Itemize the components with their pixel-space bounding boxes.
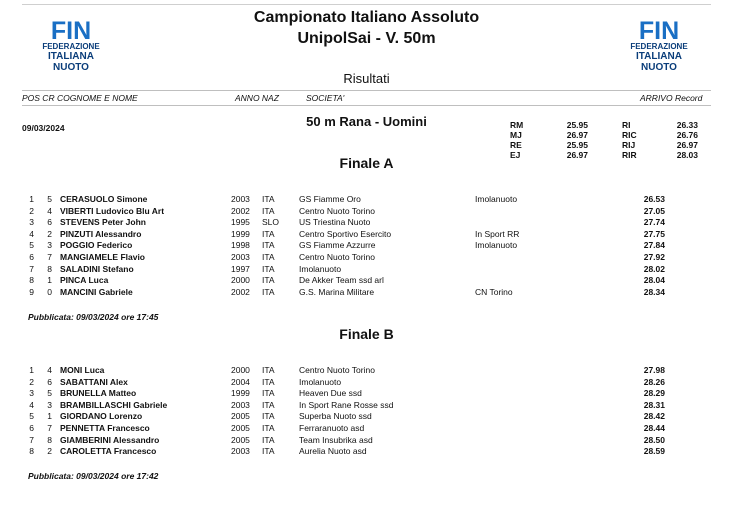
cell-soc2: Imolanuoto bbox=[475, 194, 518, 204]
record-code: RI bbox=[622, 120, 631, 130]
result-row bbox=[0, 411, 733, 422]
record-code: RIC bbox=[622, 130, 637, 140]
cell-cr: 8 bbox=[47, 434, 52, 445]
cell-year: 1999 bbox=[231, 388, 250, 399]
cell-year: 2000 bbox=[231, 365, 250, 375]
cell-year: 2005 bbox=[231, 434, 250, 445]
cell-time: 27.84 bbox=[643, 240, 665, 251]
cell-soc: Team Insubrika asd bbox=[299, 434, 373, 445]
cell-name: PINCA Luca bbox=[60, 275, 109, 286]
cell-name: STEVENS Peter John bbox=[60, 217, 146, 228]
cell-naz: SLO bbox=[262, 217, 280, 228]
result-row bbox=[0, 229, 733, 240]
cell-cr: 5 bbox=[47, 194, 52, 204]
record-value: 26.33 bbox=[676, 120, 698, 130]
cell-cr: 5 bbox=[47, 388, 52, 399]
cell-naz: ITA bbox=[262, 228, 275, 239]
cell-soc: In Sport Rane Rosse ssd bbox=[299, 399, 394, 410]
record-code: RM bbox=[510, 120, 524, 130]
cell-cr: 7 bbox=[47, 252, 52, 262]
column-header-right: ARRIVO Record bbox=[640, 93, 703, 103]
header-divider-bottom bbox=[22, 105, 711, 106]
final-b-title: Finale B bbox=[339, 326, 394, 342]
result-row bbox=[0, 388, 733, 399]
cell-naz: ITA bbox=[262, 365, 275, 375]
cell-time: 28.59 bbox=[643, 446, 665, 457]
cell-time: 27.98 bbox=[643, 365, 665, 375]
cell-naz: ITA bbox=[262, 411, 275, 422]
result-row bbox=[0, 377, 733, 388]
cell-naz: ITA bbox=[262, 275, 275, 286]
cell-naz: ITA bbox=[262, 434, 275, 445]
page-title-line2: UnipolSai - V. 50m bbox=[297, 30, 436, 47]
record-row bbox=[510, 120, 710, 130]
cell-naz: ITA bbox=[262, 194, 275, 204]
cell-soc: GS Fiamme Azzurre bbox=[299, 240, 376, 251]
cell-soc: De Akker Team ssd arl bbox=[299, 275, 384, 286]
record-value: 26.97 bbox=[676, 140, 698, 150]
header-divider-top bbox=[22, 90, 711, 91]
cell-naz: ITA bbox=[262, 423, 275, 433]
cell-pos: 4 bbox=[29, 228, 34, 239]
cell-soc: G.S. Marina Militare bbox=[299, 286, 375, 297]
cell-year: 2003 bbox=[231, 194, 250, 204]
cell-soc: Aurelia Nuoto asd bbox=[299, 446, 367, 457]
cell-name: MANCINI Gabriele bbox=[60, 286, 133, 297]
cell-year: 2000 bbox=[231, 275, 250, 286]
result-row bbox=[0, 400, 733, 411]
event-title: 50 m Rana - Uomini bbox=[306, 114, 427, 129]
cell-soc: Centro Nuoto Torino bbox=[299, 205, 375, 216]
cell-cr: 4 bbox=[47, 205, 52, 216]
column-header-left: POS CR COGNOME E NOME bbox=[22, 93, 138, 103]
event-date: 09/03/2024 bbox=[22, 123, 65, 133]
cell-name: POGGIO Federico bbox=[60, 240, 133, 251]
cell-cr: 7 bbox=[47, 423, 52, 433]
final-a-published: Pubblicata: 09/03/2024 ore 17:45 bbox=[28, 312, 159, 322]
logo-line2: ITALIANA bbox=[48, 51, 94, 62]
cell-soc2: In Sport RR bbox=[475, 228, 520, 239]
cell-time: 28.02 bbox=[643, 263, 665, 274]
record-row bbox=[510, 140, 710, 150]
cell-soc: Heaven Due ssd bbox=[299, 388, 362, 399]
result-row bbox=[0, 240, 733, 251]
record-code: RE bbox=[510, 140, 522, 150]
logo-line3: NUOTO bbox=[641, 62, 677, 73]
final-a-title: Finale A bbox=[339, 155, 394, 171]
cell-pos: 6 bbox=[29, 423, 34, 433]
cell-pos: 9 bbox=[29, 286, 34, 297]
cell-naz: ITA bbox=[262, 205, 275, 216]
cell-year: 1995 bbox=[231, 217, 250, 228]
record-value: 25.95 bbox=[566, 140, 588, 150]
page-title-line1: Campionato Italiano Assoluto bbox=[253, 9, 480, 26]
cell-pos: 7 bbox=[29, 263, 34, 274]
cell-year: 2003 bbox=[231, 446, 250, 457]
cell-name: SABATTANI Alex bbox=[60, 376, 128, 387]
result-row bbox=[0, 435, 733, 446]
cell-pos: 7 bbox=[29, 434, 34, 445]
record-value: 26.97 bbox=[566, 150, 588, 160]
cell-name: MONI Luca bbox=[60, 365, 105, 375]
cell-naz: ITA bbox=[262, 399, 275, 410]
cell-name: CERASUOLO Simone bbox=[60, 194, 148, 204]
cell-year: 2002 bbox=[231, 205, 250, 216]
cell-name: BRUNELLA Matteo bbox=[60, 388, 137, 399]
cell-soc: Centro Nuoto Torino bbox=[299, 365, 375, 375]
cell-soc: Superba Nuoto ssd bbox=[299, 411, 372, 422]
result-row bbox=[0, 264, 733, 275]
cell-naz: ITA bbox=[262, 240, 275, 251]
cell-time: 27.92 bbox=[643, 252, 665, 262]
cell-name: BRAMBILLASCHI Gabriele bbox=[60, 399, 168, 410]
cell-naz: ITA bbox=[262, 446, 275, 457]
cell-time: 28.42 bbox=[643, 411, 665, 422]
logo-line3: NUOTO bbox=[53, 62, 89, 73]
cell-time: 28.31 bbox=[643, 399, 665, 410]
cell-pos: 3 bbox=[29, 388, 34, 399]
cell-name: SALADINI Stefano bbox=[60, 263, 134, 274]
logo-fin-text: FIN bbox=[638, 17, 680, 45]
cell-pos: 2 bbox=[29, 205, 34, 216]
cell-time: 28.34 bbox=[643, 286, 665, 297]
cell-name: GIORDANO Lorenzo bbox=[60, 411, 143, 422]
cell-time: 28.50 bbox=[643, 434, 665, 445]
cell-naz: ITA bbox=[262, 263, 275, 274]
record-code: EJ bbox=[510, 150, 521, 160]
cell-year: 2005 bbox=[231, 423, 250, 433]
cell-time: 26.53 bbox=[643, 194, 665, 204]
cell-pos: 1 bbox=[29, 194, 34, 204]
record-code: MJ bbox=[510, 130, 522, 140]
record-value: 28.03 bbox=[676, 150, 698, 160]
cell-cr: 4 bbox=[47, 365, 52, 375]
cell-naz: ITA bbox=[262, 252, 275, 262]
cell-pos: 6 bbox=[29, 252, 34, 262]
cell-time: 28.44 bbox=[643, 423, 665, 433]
cell-naz: ITA bbox=[262, 376, 275, 387]
cell-soc2: Imolanuoto bbox=[475, 240, 518, 251]
cell-year: 1999 bbox=[231, 228, 250, 239]
cell-name: PINZUTI Alessandro bbox=[60, 228, 142, 239]
cell-soc: Imolanuoto bbox=[299, 263, 342, 274]
cell-time: 27.05 bbox=[643, 205, 665, 216]
column-header-year-naz: ANNO NAZ bbox=[235, 93, 279, 103]
cell-soc: US Triestina Nuoto bbox=[299, 217, 371, 228]
cell-time: 28.29 bbox=[643, 388, 665, 399]
cell-year: 2002 bbox=[231, 286, 250, 297]
result-row bbox=[0, 206, 733, 217]
record-code: RIR bbox=[622, 150, 637, 160]
cell-cr: 3 bbox=[47, 240, 52, 251]
column-header-societa: SOCIETA' bbox=[306, 93, 345, 103]
cell-naz: ITA bbox=[262, 388, 275, 399]
result-row bbox=[0, 252, 733, 263]
cell-year: 1998 bbox=[231, 240, 250, 251]
cell-naz: ITA bbox=[262, 286, 275, 297]
cell-time: 27.74 bbox=[643, 217, 665, 228]
cell-pos: 4 bbox=[29, 399, 34, 410]
cell-soc: Ferraranuoto asd bbox=[299, 423, 365, 433]
cell-year: 2003 bbox=[231, 399, 250, 410]
final-b-published: Pubblicata: 09/03/2024 ore 17:42 bbox=[28, 471, 159, 481]
record-row bbox=[510, 130, 710, 140]
record-code: RIJ bbox=[622, 140, 636, 150]
logo-line1: FEDERAZIONE bbox=[42, 42, 100, 51]
cell-soc: Centro Nuoto Torino bbox=[299, 252, 375, 262]
cell-pos: 1 bbox=[29, 365, 34, 375]
cell-soc2: CN Torino bbox=[475, 286, 513, 297]
result-row bbox=[0, 194, 733, 205]
cell-pos: 5 bbox=[29, 411, 34, 422]
cell-cr: 6 bbox=[47, 217, 52, 228]
cell-cr: 2 bbox=[47, 228, 52, 239]
result-row bbox=[0, 365, 733, 376]
result-row bbox=[0, 287, 733, 298]
result-row bbox=[0, 423, 733, 434]
cell-soc: Centro Sportivo Esercito bbox=[299, 228, 392, 239]
record-value: 25.95 bbox=[566, 120, 588, 130]
cell-time: 28.26 bbox=[643, 376, 665, 387]
cell-soc: Imolanuoto bbox=[299, 376, 342, 387]
cell-name: PENNETTA Francesco bbox=[60, 423, 150, 433]
cell-cr: 8 bbox=[47, 263, 52, 274]
cell-name: VIBERTI Ludovico Blu Art bbox=[60, 205, 165, 216]
cell-pos: 2 bbox=[29, 376, 34, 387]
logo-fin-text: FIN bbox=[50, 17, 92, 45]
result-row bbox=[0, 446, 733, 457]
record-value: 26.76 bbox=[676, 130, 698, 140]
page-subtitle: Risultati bbox=[343, 71, 390, 86]
cell-pos: 8 bbox=[29, 446, 34, 457]
logo-line1: FEDERAZIONE bbox=[630, 42, 688, 51]
top-border bbox=[22, 4, 711, 5]
result-row bbox=[0, 275, 733, 286]
cell-pos: 5 bbox=[29, 240, 34, 251]
cell-name: MANGIAMELE Flavio bbox=[60, 252, 146, 262]
cell-year: 2005 bbox=[231, 411, 250, 422]
cell-year: 1997 bbox=[231, 263, 250, 274]
cell-cr: 1 bbox=[47, 411, 52, 422]
result-row bbox=[0, 217, 733, 228]
cell-cr: 0 bbox=[47, 286, 52, 297]
cell-year: 2004 bbox=[231, 376, 250, 387]
cell-time: 28.04 bbox=[643, 275, 665, 286]
cell-cr: 2 bbox=[47, 446, 52, 457]
cell-cr: 1 bbox=[47, 275, 52, 286]
record-value: 26.97 bbox=[566, 130, 588, 140]
cell-name: GIAMBERINI Alessandro bbox=[60, 434, 160, 445]
cell-time: 27.75 bbox=[643, 228, 665, 239]
cell-pos: 3 bbox=[29, 217, 34, 228]
logo-line2: ITALIANA bbox=[636, 51, 682, 62]
cell-year: 2003 bbox=[231, 252, 250, 262]
cell-soc: GS Fiamme Oro bbox=[299, 194, 361, 204]
cell-cr: 6 bbox=[47, 376, 52, 387]
cell-name: CAROLETTA Francesco bbox=[60, 446, 157, 457]
cell-pos: 8 bbox=[29, 275, 34, 286]
cell-cr: 3 bbox=[47, 399, 52, 410]
